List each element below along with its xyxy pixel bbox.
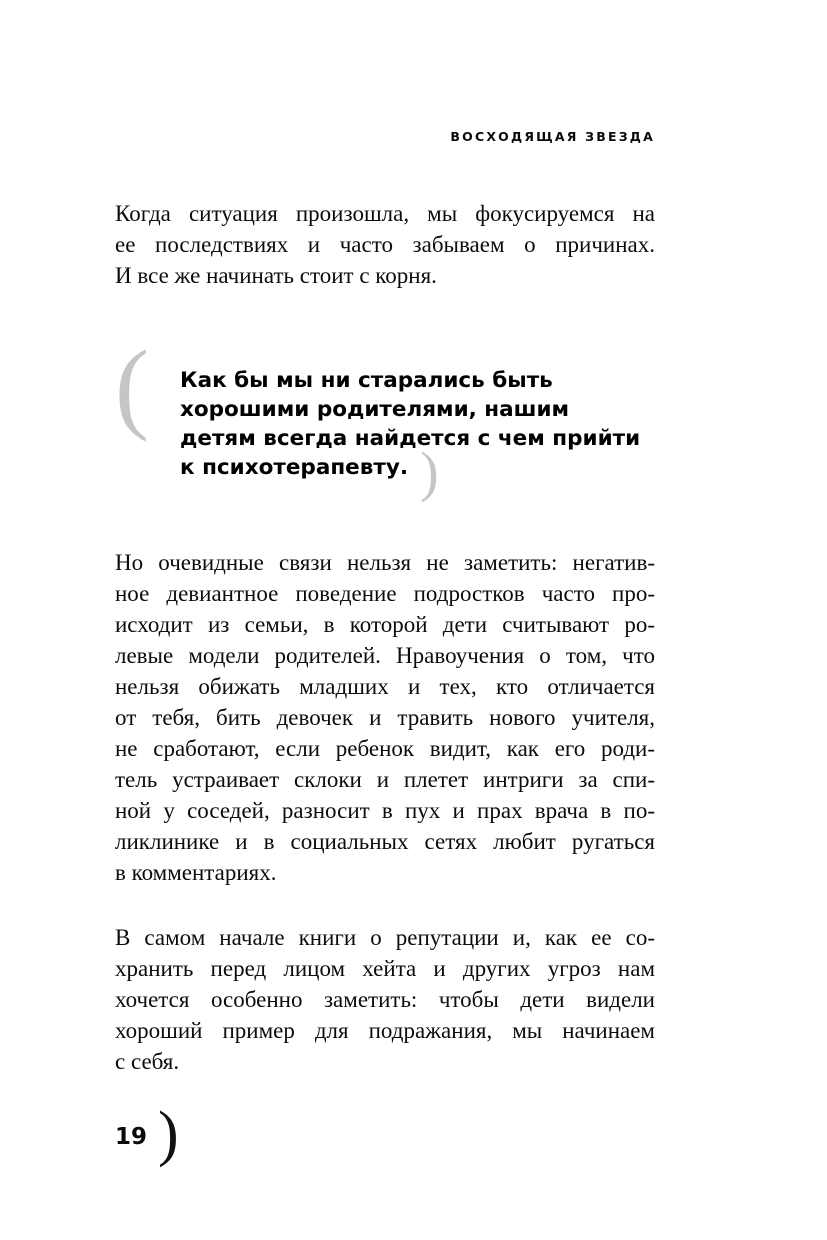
text-line: В самом начале книги о репутации и, как ее со- xyxy=(115,925,655,950)
pull-quote xyxy=(115,330,655,503)
text-line: хороший пример для подражания, мы начинаем xyxy=(115,1018,655,1043)
text-line: не сработают, если ребенок видит, как его роди- xyxy=(115,736,655,761)
text-line: от тебя, бить девочек и травить нового учителя, xyxy=(115,705,655,730)
running-header: ВОСХОДЯЩАЯ ЗВЕЗДА xyxy=(450,129,655,144)
text-line: левые модели родителей. Нравоучения о том, что xyxy=(115,643,655,668)
page-number-paren-icon: ) xyxy=(158,1100,179,1168)
paragraph-closing xyxy=(115,922,655,1077)
pull-quote-line: Как бы мы ни старались быть xyxy=(180,368,553,393)
page-number: 19 xyxy=(115,1124,148,1150)
page-footer xyxy=(115,1100,179,1168)
text-line: с себя. xyxy=(115,1049,180,1074)
quote-open-paren-icon: ( xyxy=(115,330,149,443)
text-line: тель устраивает склоки и плетет интриги за спи- xyxy=(115,767,655,792)
pull-quote-line: хорошими родителями, нашим xyxy=(180,397,570,422)
pull-quote-text xyxy=(115,352,655,503)
text-line: ное девиантное поведение подростков часто про- xyxy=(115,581,655,606)
text-line: исходит из семьи, в которой дети считывают ро- xyxy=(115,612,655,637)
paragraph-intro xyxy=(115,198,655,291)
text-line: Но очевидные связи нельзя не заметить: негатив- xyxy=(115,550,655,575)
pull-quote-line: детям всегда найдется с чем прийти xyxy=(180,426,641,451)
pull-quote-line xyxy=(180,440,439,503)
text-line: нельзя обижать младших и тех, кто отличается xyxy=(115,674,655,699)
text-line: ее последствиях и часто забываем о причинах. xyxy=(115,232,655,257)
text-line: хранить перед лицом хейта и других угроз нам xyxy=(115,956,655,981)
text-line: хочется особенно заметить: чтобы дети видели xyxy=(115,987,655,1012)
text-line: в комментариях. xyxy=(115,860,277,885)
text-line: Когда ситуация произошла, мы фокусируемся на xyxy=(115,201,655,226)
text-line: ликлинике и в социальных сетях любит ругаться xyxy=(115,829,655,854)
quote-close-paren-icon: ) xyxy=(420,440,439,503)
paragraph-body xyxy=(115,547,655,888)
text-line: И все же начинать стоит с корня. xyxy=(115,263,437,288)
text-line: ной у соседей, разносит в пух и прах врача в по- xyxy=(115,798,655,823)
pull-quote-line-text: к психотерапевту. xyxy=(180,455,409,480)
